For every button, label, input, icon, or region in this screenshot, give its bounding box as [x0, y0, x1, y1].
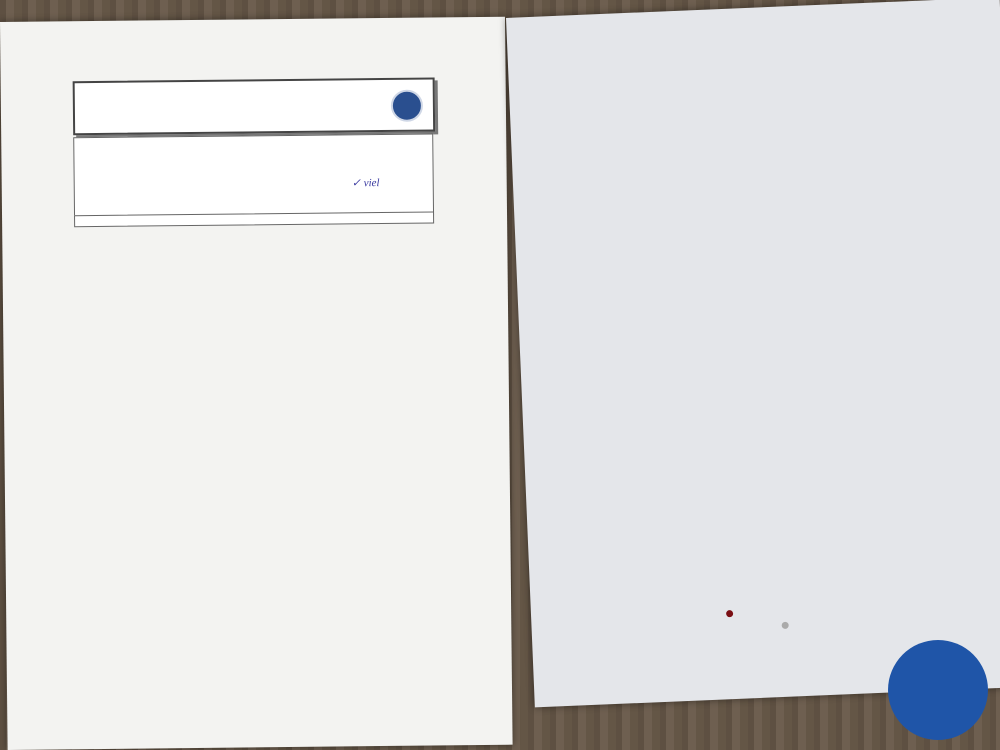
maintenance-sheet-page-2	[506, 0, 1000, 707]
vehicle-info-box	[73, 133, 434, 219]
document-title-box	[73, 77, 436, 135]
service-type-strip	[74, 211, 434, 227]
legend-visual	[781, 621, 788, 629]
maintenance-sheet-page-1	[0, 17, 513, 750]
extra-work-dot-icon	[726, 610, 733, 617]
bva-auctions-watermark	[888, 640, 988, 740]
signature: ✓ viel	[351, 177, 380, 190]
visual-check-dot-icon	[782, 622, 789, 629]
legend-extra	[726, 609, 733, 617]
vw-logo-icon	[391, 90, 423, 122]
